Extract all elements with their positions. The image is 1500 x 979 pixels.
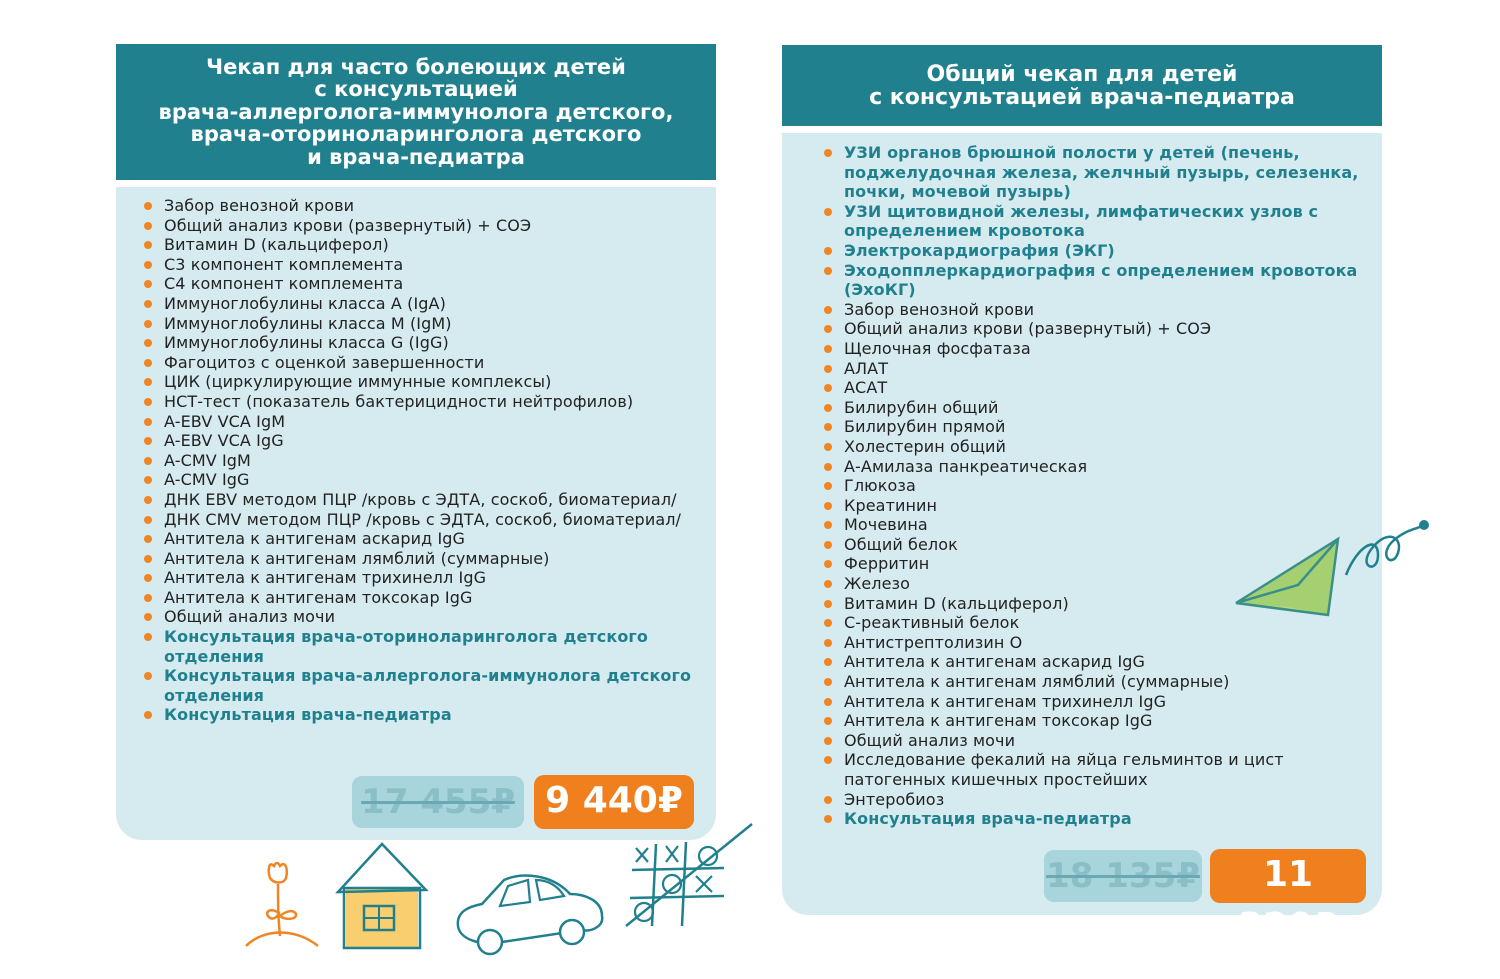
service-item: Общий анализ мочи bbox=[144, 607, 704, 627]
checkup-card-general bbox=[782, 45, 1382, 947]
service-item: Исследование фекалий на яйца гельминтов и цист патогенных кишечных простейших bbox=[824, 750, 1369, 789]
card-title-line: врача-аллерголога-иммунолога детского, bbox=[158, 99, 674, 124]
checkup-card-frequently-ill bbox=[116, 44, 716, 840]
diagnostic-item: Электрокардиография (ЭКГ) bbox=[824, 241, 1369, 261]
consultation-item: Консультация врача-оториноларинголога детского отделения bbox=[144, 627, 704, 666]
paper-plane-icon bbox=[1228, 515, 1440, 623]
card-title-line: Общий чекап для детей bbox=[926, 61, 1238, 87]
new-price: 9 440₽ bbox=[534, 775, 694, 829]
service-item: Общий анализ мочи bbox=[824, 731, 1369, 751]
service-item: Витамин D (кальциферол) bbox=[824, 594, 1369, 614]
consultation-item: Консультация врача-аллерголога-иммунолога детского отделения bbox=[144, 666, 704, 705]
service-item: Антистрептолизин О bbox=[824, 633, 1369, 653]
service-item: Антитела к антигенам трихинелл IgG bbox=[144, 568, 704, 588]
service-item: A-CMV IgM bbox=[144, 451, 704, 471]
old-price: 18 135₽ bbox=[1044, 850, 1202, 902]
service-item: Антитела к антигенам трихинелл IgG bbox=[824, 692, 1369, 712]
service-item: Энтеробиоз bbox=[824, 790, 1369, 810]
service-item: Антитела к антигенам лямблий (суммарные) bbox=[824, 672, 1369, 692]
card-title bbox=[782, 45, 1382, 133]
service-item: Антитела к антигенам токсокар IgG bbox=[144, 588, 704, 608]
service-item: Иммуноглобулины класса G (IgG) bbox=[144, 333, 704, 353]
service-item: Фагоцитоз с оценкой завершенности bbox=[144, 353, 704, 373]
service-item: Забор венозной крови bbox=[824, 300, 1369, 320]
service-item: С3 компонент комплемента bbox=[144, 255, 704, 275]
service-item: Иммуноглобулины класса А (IgA) bbox=[144, 294, 704, 314]
service-item: Антитела к антигенам аскарид IgG bbox=[144, 529, 704, 549]
service-item: АСАТ bbox=[824, 378, 1369, 398]
service-item: Антитела к антигенам лямблий (суммарные) bbox=[144, 549, 704, 569]
card-title bbox=[116, 44, 716, 187]
diagnostic-item: УЗИ щитовидной железы, лимфатических узлов с определением кровотока bbox=[824, 202, 1369, 241]
card-title-line: с консультацией врача-педиатра bbox=[869, 84, 1295, 110]
service-item: АЛАТ bbox=[824, 359, 1369, 379]
tic-tac-toe-icon bbox=[620, 822, 758, 932]
service-list bbox=[144, 196, 704, 725]
service-item: Ферритин bbox=[824, 554, 1369, 574]
consultation-item: Консультация врача-педиатра bbox=[824, 809, 1369, 829]
service-item: ЦИК (циркулирующие иммунные комплексы) bbox=[144, 372, 704, 392]
service-item: Антитела к антигенам токсокар IgG bbox=[824, 711, 1369, 731]
service-item: НСТ-тест (показатель бактерицидности нейтрофилов) bbox=[144, 392, 704, 412]
service-item: Мочевина bbox=[824, 515, 1369, 535]
service-item: A-EBV VCA IgG bbox=[144, 431, 704, 451]
service-item: Билирубин общий bbox=[824, 398, 1369, 418]
service-item: С4 компонент комплемента bbox=[144, 274, 704, 294]
car-icon bbox=[452, 864, 608, 964]
service-item: Забор венозной крови bbox=[144, 196, 704, 216]
service-list bbox=[824, 143, 1369, 829]
service-item: Билирубин прямой bbox=[824, 417, 1369, 437]
service-item: A-CMV IgG bbox=[144, 470, 704, 490]
service-item: Общий анализ крови (развернутый) + СОЭ bbox=[824, 319, 1369, 339]
service-item: ДНК CMV методом ПЦР /кровь с ЭДТА, соскоб, биоматериал/ bbox=[144, 510, 704, 530]
service-item: Общий белок bbox=[824, 535, 1369, 555]
service-item: Железо bbox=[824, 574, 1369, 594]
flower-icon bbox=[244, 858, 320, 950]
diagnostic-item: Эходопплеркардиография с определением кровотока (ЭхоКГ) bbox=[824, 261, 1369, 300]
service-item: А-Амилаза панкреатическая bbox=[824, 457, 1369, 477]
service-item: ДНК EBV методом ПЦР /кровь с ЭДТА, соскоб, биоматериал/ bbox=[144, 490, 704, 510]
consultation-item: Консультация врача-педиатра bbox=[144, 705, 704, 725]
old-price: 17 455₽ bbox=[352, 776, 524, 828]
service-item: Креатинин bbox=[824, 496, 1369, 516]
service-item: Общий анализ крови (развернутый) + СОЭ bbox=[144, 216, 704, 236]
card-title-line: и врача-педиатра bbox=[307, 144, 525, 169]
card-title-line: врача-оториноларинголога детского bbox=[190, 122, 642, 147]
new-price: 11 320₽ bbox=[1210, 849, 1366, 903]
diagnostic-item: УЗИ органов брюшной полости у детей (печень, поджелудочная железа, желчный пузырь, селезенка, почки, мочевой пузырь) bbox=[824, 143, 1369, 202]
house-icon bbox=[334, 840, 430, 952]
service-item: С-реактивный белок bbox=[824, 613, 1369, 633]
service-item: Глюкоза bbox=[824, 476, 1369, 496]
card-title-line: Чекап для часто болеющих детей bbox=[206, 54, 626, 79]
service-item: Иммуноглобулины класса M (IgM) bbox=[144, 314, 704, 334]
service-item: A-EBV VCA IgM bbox=[144, 412, 704, 432]
service-item: Антитела к антигенам аскарид IgG bbox=[824, 652, 1369, 672]
service-item: Щелочная фосфатаза bbox=[824, 339, 1369, 359]
card-title-line: с консультацией bbox=[314, 77, 518, 102]
service-item: Витамин D (кальциферол) bbox=[144, 235, 704, 255]
service-item: Холестерин общий bbox=[824, 437, 1369, 457]
